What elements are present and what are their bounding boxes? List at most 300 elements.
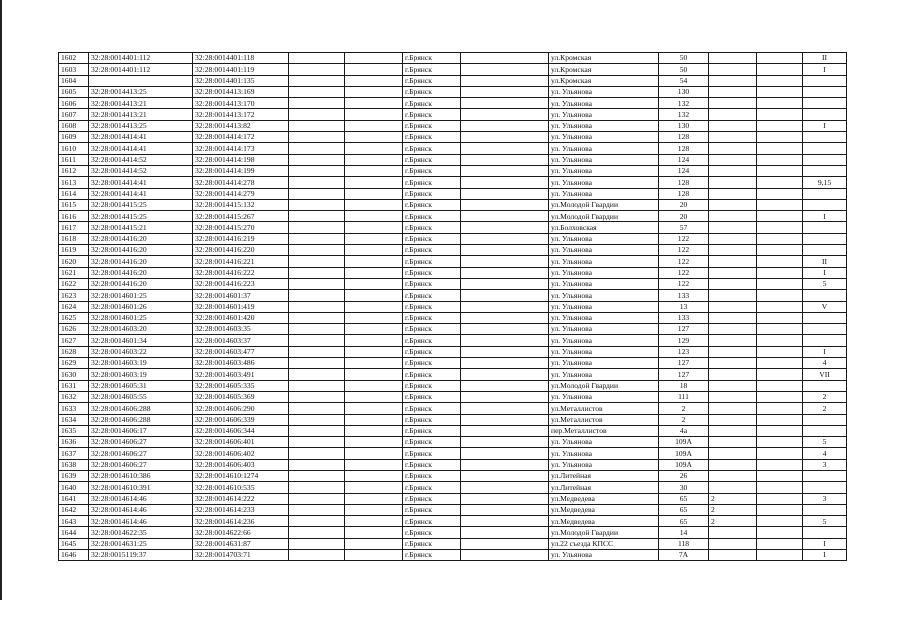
room-number: 3 — [803, 459, 847, 470]
city-name: г.Брянск — [403, 516, 461, 527]
city-name: г.Брянск — [403, 324, 461, 335]
empty-cell — [461, 165, 549, 176]
city-name: г.Брянск — [403, 86, 461, 97]
building-number: 2 — [709, 493, 757, 504]
table-row — [59, 64, 847, 75]
object-cadastral-number: 32:28:0014610:1274 — [193, 470, 289, 481]
room-number: 5 — [803, 278, 847, 289]
street-name: ул. Ульянова — [549, 86, 659, 97]
table-row — [59, 211, 847, 222]
building-number — [709, 109, 757, 120]
empty-cell — [757, 358, 803, 369]
empty-cell — [461, 448, 549, 459]
parcel-cadastral-number: 32:28:0014414:41 — [89, 177, 193, 188]
house-number: 14 — [659, 527, 709, 538]
building-number — [709, 527, 757, 538]
room-number — [803, 98, 847, 109]
room-number: I — [803, 346, 847, 357]
row-number: 1606 — [59, 98, 89, 109]
empty-cell — [461, 120, 549, 131]
row-number: 1621 — [59, 267, 89, 278]
table-row — [59, 504, 847, 515]
parcel-cadastral-number: 32:28:0014414:52 — [89, 165, 193, 176]
object-cadastral-number: 32:28:0014416:223 — [193, 278, 289, 289]
house-number: 65 — [659, 516, 709, 527]
building-number — [709, 346, 757, 357]
table-row — [59, 448, 847, 459]
row-number: 1640 — [59, 482, 89, 493]
empty-cell — [757, 177, 803, 188]
street-name: ул.Кромская — [549, 64, 659, 75]
city-name: г.Брянск — [403, 346, 461, 357]
empty-cell — [345, 143, 403, 154]
empty-cell — [461, 290, 549, 301]
building-number — [709, 199, 757, 210]
parcel-cadastral-number: 32:28:0014416:20 — [89, 245, 193, 256]
building-number — [709, 358, 757, 369]
object-cadastral-number: 32:28:0014606:339 — [193, 414, 289, 425]
house-number: 65 — [659, 504, 709, 515]
empty-cell — [289, 550, 345, 561]
room-number: VII — [803, 369, 847, 380]
table-row — [59, 550, 847, 561]
table-row — [59, 53, 847, 64]
empty-cell — [345, 516, 403, 527]
parcel-cadastral-number: 32:28:0014416:20 — [89, 267, 193, 278]
house-number: 122 — [659, 267, 709, 278]
empty-cell — [461, 222, 549, 233]
building-number — [709, 53, 757, 64]
table-row — [59, 75, 847, 86]
building-number — [709, 245, 757, 256]
object-cadastral-number: 32:28:0014413:169 — [193, 86, 289, 97]
house-number: 122 — [659, 256, 709, 267]
object-cadastral-number: 32:28:0014603:37 — [193, 335, 289, 346]
object-cadastral-number: 32:28:0014614:222 — [193, 493, 289, 504]
empty-cell — [345, 233, 403, 244]
table-row — [59, 391, 847, 402]
city-name: г.Брянск — [403, 391, 461, 402]
row-number: 1627 — [59, 335, 89, 346]
empty-cell — [289, 324, 345, 335]
room-number — [803, 233, 847, 244]
empty-cell — [757, 211, 803, 222]
table-row — [59, 290, 847, 301]
room-number: I — [803, 120, 847, 131]
table-row — [59, 369, 847, 380]
building-number — [709, 335, 757, 346]
building-number — [709, 267, 757, 278]
row-number: 1608 — [59, 120, 89, 131]
empty-cell — [289, 143, 345, 154]
object-cadastral-number: 32:28:0014416:219 — [193, 233, 289, 244]
empty-cell — [345, 245, 403, 256]
empty-cell — [757, 290, 803, 301]
building-number — [709, 278, 757, 289]
empty-cell — [461, 358, 549, 369]
house-number: 127 — [659, 369, 709, 380]
street-name: ул. Ульянова — [549, 301, 659, 312]
empty-cell — [345, 64, 403, 75]
city-name: г.Брянск — [403, 267, 461, 278]
row-number: 1605 — [59, 86, 89, 97]
house-number: 132 — [659, 109, 709, 120]
city-name: г.Брянск — [403, 120, 461, 131]
parcel-cadastral-number: 32:28:0014601:34 — [89, 335, 193, 346]
room-number — [803, 414, 847, 425]
object-cadastral-number: 32:28:0014622:66 — [193, 527, 289, 538]
street-name: ул. Ульянова — [549, 98, 659, 109]
house-number: 2 — [659, 414, 709, 425]
parcel-cadastral-number: 32:28:0014605:31 — [89, 380, 193, 391]
table-row — [59, 425, 847, 436]
row-number: 1625 — [59, 312, 89, 323]
table-row — [59, 199, 847, 210]
city-name: г.Брянск — [403, 154, 461, 165]
street-name: ул.Металлистов — [549, 414, 659, 425]
parcel-cadastral-number: 32:28:0014414:52 — [89, 154, 193, 165]
city-name: г.Брянск — [403, 550, 461, 561]
empty-cell — [289, 414, 345, 425]
building-number — [709, 414, 757, 425]
house-number: 127 — [659, 358, 709, 369]
parcel-cadastral-number: 32:28:0014606:17 — [89, 425, 193, 436]
house-number: 127 — [659, 324, 709, 335]
house-number: 20 — [659, 199, 709, 210]
empty-cell — [461, 504, 549, 515]
object-cadastral-number: 32:28:0014606:402 — [193, 448, 289, 459]
building-number — [709, 550, 757, 561]
empty-cell — [345, 177, 403, 188]
row-number: 1632 — [59, 391, 89, 402]
object-cadastral-number: 32:28:0014413:82 — [193, 120, 289, 131]
empty-cell — [289, 470, 345, 481]
table-row — [59, 358, 847, 369]
building-number — [709, 380, 757, 391]
building-number — [709, 98, 757, 109]
empty-cell — [461, 75, 549, 86]
street-name: ул.Болховская — [549, 222, 659, 233]
room-number: 5 — [803, 437, 847, 448]
room-number — [803, 470, 847, 481]
object-cadastral-number: 32:28:0014606:403 — [193, 459, 289, 470]
street-name: ул.Молодой Гвардии — [549, 199, 659, 210]
room-number — [803, 154, 847, 165]
street-name: ул. Ульянова — [549, 177, 659, 188]
empty-cell — [461, 346, 549, 357]
city-name: г.Брянск — [403, 493, 461, 504]
empty-cell — [289, 493, 345, 504]
room-number: 4 — [803, 358, 847, 369]
empty-cell — [461, 437, 549, 448]
building-number: 2 — [709, 516, 757, 527]
building-number — [709, 312, 757, 323]
parcel-cadastral-number: 32:28:0014614:46 — [89, 504, 193, 515]
room-number: I — [803, 64, 847, 75]
table-row — [59, 245, 847, 256]
empty-cell — [757, 120, 803, 131]
empty-cell — [757, 504, 803, 515]
table-row — [59, 86, 847, 97]
scan-edge-line — [0, 0, 2, 600]
building-number — [709, 324, 757, 335]
house-number: 109А — [659, 437, 709, 448]
room-number — [803, 188, 847, 199]
house-number: 18 — [659, 380, 709, 391]
empty-cell — [757, 538, 803, 549]
parcel-cadastral-number: 32:28:0014610:391 — [89, 482, 193, 493]
city-name: г.Брянск — [403, 98, 461, 109]
empty-cell — [757, 437, 803, 448]
object-cadastral-number: 32:28:0014415:270 — [193, 222, 289, 233]
street-name: ул. Ульянова — [549, 346, 659, 357]
object-cadastral-number: 32:28:0014401:119 — [193, 64, 289, 75]
empty-cell — [289, 312, 345, 323]
row-number: 1618 — [59, 233, 89, 244]
street-name: ул. Ульянова — [549, 278, 659, 289]
empty-cell — [289, 154, 345, 165]
empty-cell — [461, 177, 549, 188]
house-number: 30 — [659, 482, 709, 493]
empty-cell — [461, 98, 549, 109]
empty-cell — [345, 380, 403, 391]
empty-cell — [345, 53, 403, 64]
empty-cell — [289, 380, 345, 391]
empty-cell — [757, 143, 803, 154]
room-number — [803, 335, 847, 346]
table-row — [59, 482, 847, 493]
parcel-cadastral-number: 32:28:0014606:27 — [89, 459, 193, 470]
street-name: ул.Медведева — [549, 504, 659, 515]
street-name: ул.Молодой Гвардии — [549, 527, 659, 538]
city-name: г.Брянск — [403, 504, 461, 515]
row-number: 1643 — [59, 516, 89, 527]
object-cadastral-number: 32:28:0014414:199 — [193, 165, 289, 176]
city-name: г.Брянск — [403, 233, 461, 244]
address-registry-table — [58, 52, 847, 561]
empty-cell — [461, 188, 549, 199]
row-number: 1602 — [59, 53, 89, 64]
empty-cell — [289, 437, 345, 448]
empty-cell — [289, 346, 345, 357]
object-cadastral-number: 32:28:0014606:290 — [193, 403, 289, 414]
empty-cell — [289, 199, 345, 210]
table-row — [59, 132, 847, 143]
house-number: 132 — [659, 98, 709, 109]
row-number: 1614 — [59, 188, 89, 199]
empty-cell — [757, 154, 803, 165]
empty-cell — [289, 516, 345, 527]
house-number: 128 — [659, 143, 709, 154]
room-number: 3 — [803, 493, 847, 504]
city-name: г.Брянск — [403, 211, 461, 222]
row-number: 1636 — [59, 437, 89, 448]
object-cadastral-number: 32:28:0014401:118 — [193, 53, 289, 64]
room-number — [803, 527, 847, 538]
building-number — [709, 301, 757, 312]
empty-cell — [289, 233, 345, 244]
street-name: ул. Ульянова — [549, 324, 659, 335]
room-number — [803, 86, 847, 97]
empty-cell — [289, 188, 345, 199]
street-name: ул. Ульянова — [549, 437, 659, 448]
parcel-cadastral-number: 32:28:0014414:41 — [89, 132, 193, 143]
house-number: 122 — [659, 278, 709, 289]
empty-cell — [345, 369, 403, 380]
building-number — [709, 165, 757, 176]
house-number: 4а — [659, 425, 709, 436]
table-row — [59, 177, 847, 188]
street-name: ул.22 съезда КПСС — [549, 538, 659, 549]
object-cadastral-number: 32:28:0014414:198 — [193, 154, 289, 165]
building-number — [709, 437, 757, 448]
row-number: 1635 — [59, 425, 89, 436]
table-row — [59, 403, 847, 414]
object-cadastral-number: 32:28:0014631:87 — [193, 538, 289, 549]
room-number — [803, 143, 847, 154]
table-row — [59, 222, 847, 233]
building-number: 2 — [709, 504, 757, 515]
room-number — [803, 312, 847, 323]
street-name: ул. Ульянова — [549, 109, 659, 120]
empty-cell — [289, 278, 345, 289]
building-number — [709, 482, 757, 493]
row-number: 1617 — [59, 222, 89, 233]
building-number — [709, 132, 757, 143]
house-number: 128 — [659, 132, 709, 143]
house-number: 122 — [659, 233, 709, 244]
empty-cell — [289, 64, 345, 75]
object-cadastral-number: 32:28:0014414:172 — [193, 132, 289, 143]
empty-cell — [461, 256, 549, 267]
row-number: 1629 — [59, 358, 89, 369]
room-number — [803, 109, 847, 120]
street-name: ул. Ульянова — [549, 290, 659, 301]
table-row — [59, 493, 847, 504]
building-number — [709, 290, 757, 301]
empty-cell — [461, 199, 549, 210]
parcel-cadastral-number: 32:28:0014416:20 — [89, 233, 193, 244]
house-number: 65 — [659, 493, 709, 504]
row-number: 1641 — [59, 493, 89, 504]
city-name: г.Брянск — [403, 165, 461, 176]
parcel-cadastral-number: 32:28:0014414:41 — [89, 143, 193, 154]
row-number: 1639 — [59, 470, 89, 481]
empty-cell — [757, 53, 803, 64]
table-row — [59, 470, 847, 481]
empty-cell — [289, 109, 345, 120]
empty-cell — [345, 403, 403, 414]
building-number — [709, 403, 757, 414]
empty-cell — [345, 132, 403, 143]
row-number: 1615 — [59, 199, 89, 210]
empty-cell — [345, 86, 403, 97]
city-name: г.Брянск — [403, 132, 461, 143]
empty-cell — [757, 98, 803, 109]
empty-cell — [757, 391, 803, 402]
row-number: 1624 — [59, 301, 89, 312]
room-number — [803, 425, 847, 436]
table-row — [59, 109, 847, 120]
parcel-cadastral-number: 32:28:0014603:19 — [89, 369, 193, 380]
empty-cell — [757, 64, 803, 75]
object-cadastral-number: 32:28:0014605:369 — [193, 391, 289, 402]
empty-cell — [289, 425, 345, 436]
house-number: 54 — [659, 75, 709, 86]
parcel-cadastral-number: 32:28:0014415:25 — [89, 199, 193, 210]
empty-cell — [757, 245, 803, 256]
room-number: 2 — [803, 391, 847, 402]
city-name: г.Брянск — [403, 414, 461, 425]
house-number: 109А — [659, 448, 709, 459]
empty-cell — [289, 459, 345, 470]
table-row — [59, 165, 847, 176]
house-number: 133 — [659, 290, 709, 301]
city-name: г.Брянск — [403, 278, 461, 289]
house-number: 109А — [659, 459, 709, 470]
empty-cell — [289, 403, 345, 414]
empty-cell — [289, 120, 345, 131]
building-number — [709, 233, 757, 244]
empty-cell — [757, 403, 803, 414]
parcel-cadastral-number: 32:28:0014601:25 — [89, 312, 193, 323]
empty-cell — [461, 369, 549, 380]
parcel-cadastral-number: 32:28:0015119:37 — [89, 550, 193, 561]
room-number — [803, 245, 847, 256]
building-number — [709, 459, 757, 470]
street-name: ул. Ульянова — [549, 188, 659, 199]
room-number — [803, 132, 847, 143]
parcel-cadastral-number: 32:28:0014622:35 — [89, 527, 193, 538]
house-number: 111 — [659, 391, 709, 402]
street-name: ул. Ульянова — [549, 233, 659, 244]
object-cadastral-number: 32:28:0014603:486 — [193, 358, 289, 369]
city-name: г.Брянск — [403, 143, 461, 154]
table-row — [59, 459, 847, 470]
street-name: ул. Ульянова — [549, 132, 659, 143]
parcel-cadastral-number: 32:28:0014606:288 — [89, 403, 193, 414]
room-number: II — [803, 256, 847, 267]
street-name: ул. Ульянова — [549, 312, 659, 323]
street-name: ул.Кромская — [549, 75, 659, 86]
row-number: 1607 — [59, 109, 89, 120]
empty-cell — [345, 459, 403, 470]
city-name: г.Брянск — [403, 53, 461, 64]
empty-cell — [345, 538, 403, 549]
city-name: г.Брянск — [403, 470, 461, 481]
city-name: г.Брянск — [403, 448, 461, 459]
parcel-cadastral-number: 32:28:0014401:112 — [89, 64, 193, 75]
room-number: 5 — [803, 516, 847, 527]
empty-cell — [289, 527, 345, 538]
street-name: ул. Ульянова — [549, 358, 659, 369]
row-number: 1633 — [59, 403, 89, 414]
empty-cell — [461, 211, 549, 222]
building-number — [709, 470, 757, 481]
empty-cell — [345, 358, 403, 369]
empty-cell — [345, 324, 403, 335]
empty-cell — [461, 154, 549, 165]
empty-cell — [345, 550, 403, 561]
parcel-cadastral-number: 32:28:0014631:25 — [89, 538, 193, 549]
house-number: 130 — [659, 86, 709, 97]
parcel-cadastral-number: 32:28:0014415:21 — [89, 222, 193, 233]
empty-cell — [461, 278, 549, 289]
empty-cell — [345, 312, 403, 323]
table-row — [59, 414, 847, 425]
parcel-cadastral-number: 32:28:0014606:27 — [89, 437, 193, 448]
parcel-cadastral-number: 32:28:0014413:25 — [89, 120, 193, 131]
